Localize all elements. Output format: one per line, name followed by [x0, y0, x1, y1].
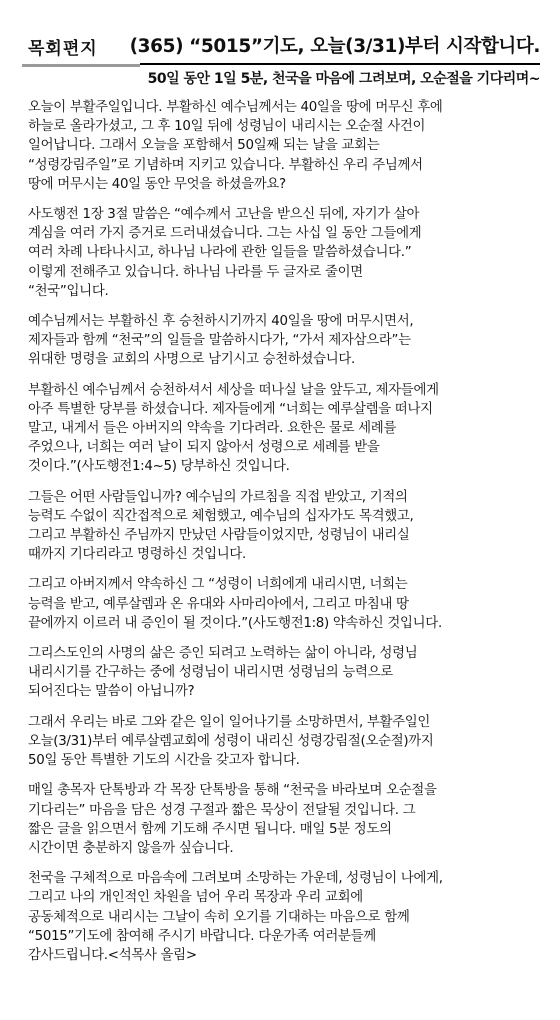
text-line: 아주 특별한 당부를 하셨습니다. 제자들에게 “너희는 예루살렘을 떠나지	[28, 401, 433, 417]
header-rule	[140, 63, 540, 65]
paragraph	[28, 381, 540, 477]
paragraph	[28, 205, 540, 301]
text-line: 기다리는” 마음을 담은 성경 구절과 짧은 묵상이 전달될 것입니다. 그	[28, 802, 416, 818]
text-line: 제자들과 함께 “천국”의 일들을 말씀하시다가, “가서 제자삼으라”는	[28, 333, 411, 349]
paragraph	[28, 713, 540, 771]
text-line: 능력을 받고, 예루살렘과 온 유대와 사마리아에서, 그리고 마침내 땅	[28, 596, 409, 612]
text-line: 사도행전 1장 3절 말씀은 “예수께서 고난을 받으신 뒤에, 자기가 살아	[28, 207, 420, 223]
letter-body	[28, 98, 540, 965]
text-line: 그리고 부활하신 주님까지 만났던 사람들이었지만, 성령님이 내리실	[28, 528, 410, 544]
text-line: “성령강림주일”로 기념하며 지키고 있습니다. 부활하신 우리 주님께서	[28, 157, 423, 173]
paragraph	[28, 488, 540, 565]
paragraph	[28, 869, 540, 965]
letter-subtitle: 50일 동안 1일 5분, 천국을 마음에 그려보며, 오순절을 기다리며~	[147, 71, 540, 87]
text-line: 시간이면 충분하지 않을까 싶습니다.	[28, 840, 234, 856]
paragraph	[28, 312, 540, 370]
pastoral-letter	[22, 30, 540, 976]
text-line: 계심을 여러 가지 증거로 드러내셨습니다. 그는 사십 일 동안 그들에게	[28, 226, 422, 242]
text-line: 주었으나, 너희는 여러 날이 되지 않아서 성령으로 세례를 받을	[28, 440, 380, 456]
text-line: 그들은 어떤 사람들입니까? 예수님의 가르침을 직접 받았고, 기적의	[28, 489, 408, 505]
text-line: 이렇게 전해주고 있습니다. 하나님 나라를 두 글자로 줄이면	[28, 264, 363, 280]
paragraph	[28, 98, 540, 194]
text-line: 땅에 머무시는 40일 동안 무엇을 하셨을까요?	[28, 176, 286, 192]
text-line: 하늘로 올라가셨고, 그 후 10일 뒤에 성령님이 내리시는 오순절 사건이	[28, 119, 426, 135]
text-line: 일어납니다. 그래서 오늘을 포함해서 50일째 되는 날을 교회는	[28, 138, 380, 154]
text-line: 것이다.”(사도행전1:4~5) 당부하신 것입니다.	[28, 459, 290, 475]
letter-title: (365) “5015”기도, 오늘(3/31)부터 시작합니다.	[129, 36, 540, 57]
text-line: 위대한 명령을 교회의 사명으로 남기시고 승천하셨습니다.	[28, 352, 355, 368]
text-line: 매일 총목자 단톡방과 각 목장 단톡방을 통해 “천국을 바라보며 오순절을	[28, 783, 437, 799]
text-line: 감사드립니다.<석목사 올림>	[28, 947, 197, 963]
text-line: “5015”기도에 참여해 주시기 바랍니다. 다운가족 여러분들께	[28, 928, 376, 944]
text-line: 천국을 구체적으로 마음속에 그려보며 소망하는 가운데, 성령님이 나에게,	[28, 871, 443, 887]
text-line: 때까지 기다리라고 명령하신 것입니다.	[28, 547, 246, 563]
text-line: 능력도 수없이 직간접적으로 체험했고, 예수님의 십자가도 목격했고,	[28, 508, 414, 524]
text-line: 50일 동안 특별한 기도의 시간을 갖고자 합니다.	[28, 753, 300, 769]
text-line: 부활하신 예수님께서 승천하셔서 세상을 떠나실 날을 앞두고, 제자들에게	[28, 382, 439, 398]
text-line: 그리고 나의 개인적인 차원을 넘어 우리 목장과 우리 교회에	[28, 890, 363, 906]
text-line: 말고, 내게서 들은 아버지의 약속을 기다려라. 요한은 물로 세례를	[28, 421, 397, 437]
text-line: 여러 차례 나타나시고, 하나님 나라에 관한 일들을 말씀하셨습니다.”	[28, 245, 412, 261]
column-label: 목회편지	[28, 39, 98, 59]
paragraph	[28, 644, 540, 702]
text-line: 오늘이 부활주일입니다. 부활하신 예수님께서는 40일을 땅에 머무신 후에	[28, 100, 443, 115]
text-line: 내리시기를 간구하는 중에 성령님이 내리시면 성령님의 능력으로	[28, 665, 393, 681]
letter-header	[22, 30, 540, 64]
text-line: 되어진다는 말씀이 아닙니까?	[28, 684, 195, 700]
text-line: “천국”입니다.	[28, 283, 109, 299]
text-line: 끝에까지 이르러 내 증인이 될 것이다.”(사도행전1:8) 약속하신 것입니다.	[28, 615, 442, 631]
text-line: 예수님께서는 부활하신 후 승천하시기까지 40일을 땅에 머무시면서,	[28, 314, 414, 330]
text-line: 그리스도인의 사명의 삶은 증인 되려고 노력하는 삶이 아니라, 성령님	[28, 646, 418, 662]
text-line: 짧은 글을 읽으면서 함께 기도해 주시면 됩니다. 매일 5분 정도의	[28, 821, 392, 837]
text-line: 오늘(3/31)부터 예루살렘교회에 성령이 내리신 성령강림절(오순절)까지	[28, 733, 434, 749]
text-line: 공동체적으로 내리시는 그날이 속히 오기를 기대하는 마음으로 함께	[28, 909, 410, 925]
text-line: 그리고 아버지께서 약속하신 그 “성령이 너희에게 내리시면, 너희는	[28, 577, 408, 593]
header-rule-accent	[22, 64, 140, 67]
paragraph	[28, 575, 540, 633]
text-line: 그래서 우리는 바로 그와 같은 일이 일어나기를 소망하면서, 부활주일인	[28, 714, 431, 730]
paragraph	[28, 781, 540, 858]
